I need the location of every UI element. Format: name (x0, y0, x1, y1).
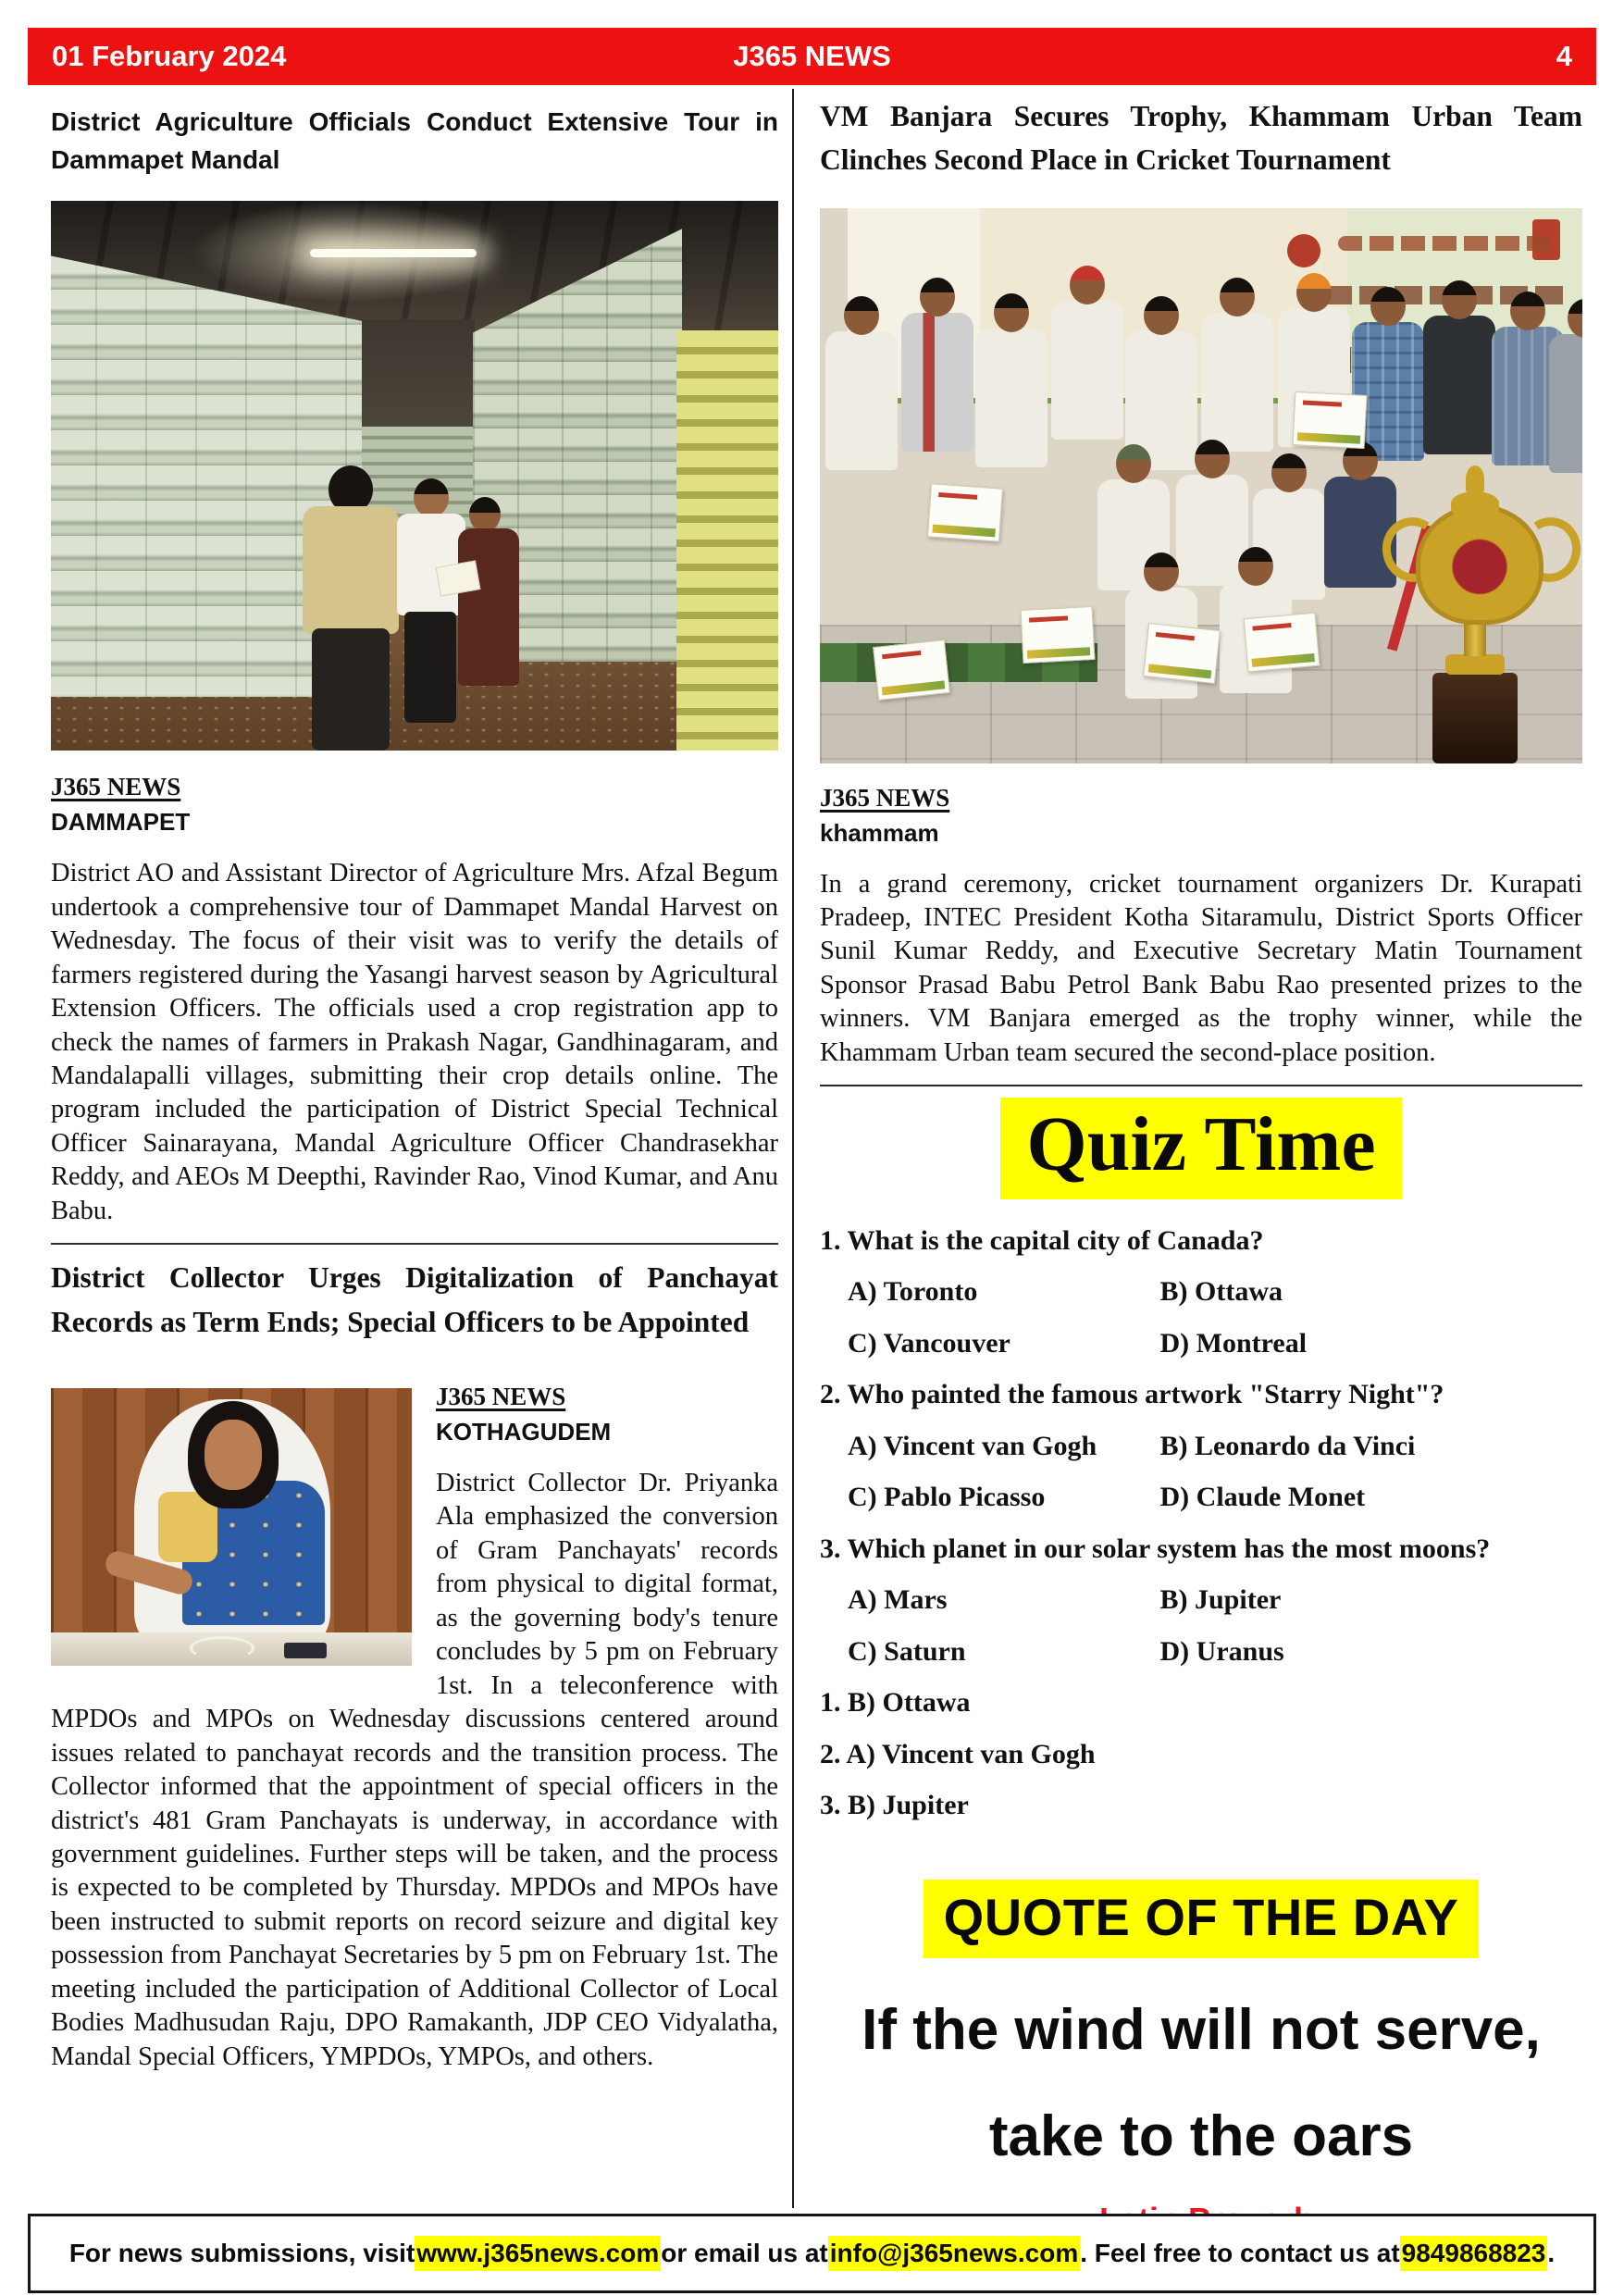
quiz-option: B) Ottawa (1159, 1276, 1283, 1308)
article-title: District Collector Urges Digitalization of Panchayat Records as Term Ends; Special Officers to be Appointed (51, 1261, 778, 1338)
quiz-option: B) Jupiter (1159, 1584, 1282, 1616)
certificate (1244, 612, 1320, 672)
quiz-option: C) Vancouver (848, 1327, 1010, 1359)
masthead-title: J365 NEWS (733, 40, 891, 72)
header-date: 01 February 2024 (52, 40, 287, 72)
article-body: In a grand ceremony, cricket tournament organizers Dr. Kurapati Pradeep, INTEC President Kotha Sitaramulu, District Sports Officer Sunil Kumar Reddy, and Executive Secretary Matin Tournament Sponsor Prasad Babu Petrol Bank Babu Rao presented prizes to the winners. VM Banjara emerged as the trophy winner, while the Khammam Urban team secured the second-place position. (820, 869, 1582, 1067)
quiz-options-row (820, 1584, 1582, 1617)
quiz-options-row (820, 1482, 1582, 1514)
quiz-section (820, 1098, 1582, 1822)
quiz-options-row (820, 1636, 1582, 1669)
trophy-pedestal (1432, 673, 1518, 763)
article-body: District Collector Dr. Priyanka Ala emphasized the conversion of Gram Panchayats' records from physical to digital format, as the governing body's tenure concludes by 5 pm on February 1st. In a teleconference with MPDOs and MPOs on Wednesday discussions centered around issues related to panchayat records and the transition process. The Collector informed that the appointment of special officers in the district's 481 Gram Panchayats is underway, in accordance with government guidelines. Further steps will be taken, and the process is expected to be completed by Thursday. MPDOs and MPOs have been instructed to submit reports on record seizure and digital key possession from Panchayat Secretaries by 5 pm on February 1st. The meeting included the participation of Additional Collector of Local Bodies Madhusudan Raju, DPO Ramakanth, JDP CEO Vidyalatha, Mandal Special Officers, YMPDOs, YMPOs, and others. (51, 1468, 778, 2071)
man-white-trousers (404, 612, 456, 723)
tube-light (310, 249, 477, 257)
quiz-heading: Quiz Time (1000, 1098, 1401, 1199)
quote-text-line2: take to the oars (988, 2104, 1414, 2168)
footer-contact-bar (28, 2214, 1596, 2293)
section-rule (820, 1085, 1582, 1086)
quiz-option: A) Mars (848, 1584, 948, 1616)
article-cricket-tournament (820, 94, 1582, 1070)
column-divider (792, 89, 794, 2208)
article-agriculture-tour (51, 104, 778, 1228)
man-khaki-trousers (312, 628, 390, 751)
quiz-question: 1. What is the capital city of Canada? (820, 1224, 1264, 1256)
sack-stack-yellow (676, 330, 778, 751)
quiz-question: 3. Which planet in our solar system has the most moons? (820, 1533, 1491, 1564)
man-khaki-shirt (303, 506, 399, 634)
quiz-option: D) Uranus (1159, 1635, 1284, 1667)
header-bar (28, 28, 1596, 85)
quiz-option: D) Montreal (1159, 1327, 1308, 1359)
quiz-option: A) Toronto (848, 1276, 978, 1308)
byline-place: khammam (820, 818, 939, 847)
phone-number[interactable]: 9849868823 (1400, 2236, 1548, 2271)
cricket-team-photo (820, 208, 1582, 763)
byline (51, 773, 778, 837)
quiz-answer: 2. A) Vincent van Gogh (820, 1738, 1096, 1769)
article-title: VM Banjara Secures Trophy, Khammam Urban Team Clinches Second Place in Cricket Tournament (820, 100, 1582, 177)
quiz-answer: 3. B) Jupiter (820, 1790, 969, 1821)
trophy-cup (1416, 504, 1543, 625)
warehouse-photo (51, 201, 778, 751)
quote-text-line1: If the wind will not serve, (862, 1997, 1541, 2062)
byline (820, 784, 1582, 848)
byline-source: J365 NEWS (820, 783, 950, 812)
cable (190, 1636, 254, 1660)
quiz-option: C) Pablo Picasso (848, 1482, 1046, 1513)
byline-source: J365 NEWS (436, 1382, 566, 1410)
article-body: District AO and Assistant Director of Agriculture Mrs. Afzal Begum undertook a comprehensive tour of Dammapet Mandal Harvest on Wednesday. The focus of their visit was to verify the details of farmers registered during the Yasangi harvest season by Agricultural Extension Officers. The officials used a crop registration app to check the names of farmers in Prakash Nagar, Gandhinagaram, and Mandalapalli villages, submitting their crop details online. The program included the participation of District Special Technical Officer Sainarayana, Mandal Agriculture Officer Chandrasekhar Reddy, and AEOs M Deepthi, Ravinder Rao, Vinod Kumar, and Anu Babu. (51, 859, 778, 1225)
section-rule (51, 1243, 778, 1245)
article-panchayat-records (51, 1256, 778, 2074)
quiz-answer: 1. B) Ottawa (820, 1687, 971, 1719)
byline-source: J365 NEWS (51, 773, 181, 801)
woman-head (469, 497, 501, 532)
right-column (820, 89, 1582, 2240)
quiz-option: B) Leonardo da Vinci (1159, 1430, 1416, 1461)
quiz-body (820, 1225, 1582, 1822)
article-title: District Agriculture Officials Conduct Extensive Tour in Dammapet Mandal (51, 107, 778, 174)
banner-text-row (1338, 236, 1551, 251)
byline-place: KOTHAGUDEM (436, 1417, 612, 1446)
quiz-options-row (820, 1328, 1582, 1360)
trophy-stem (1464, 619, 1486, 656)
man-white-head (414, 478, 449, 517)
quiz-question: 2. Who painted the famous artwork "Starry Night"? (820, 1379, 1444, 1410)
trophy-finial (1466, 465, 1484, 493)
certificate (1293, 391, 1368, 448)
quiz-heading-row (820, 1098, 1582, 1199)
collector-face (205, 1420, 262, 1490)
trophy-foot (1445, 654, 1505, 675)
quiz-option: D) Claude Monet (1159, 1482, 1366, 1513)
page-number: 4 (1556, 40, 1573, 72)
byline-place: DAMMAPET (51, 808, 191, 837)
banner-logo (1287, 234, 1320, 267)
footer-text: . Feel free to contact us at (1080, 2239, 1400, 2267)
quote-heading: QUOTE OF THE DAY (924, 1880, 1480, 1958)
quote-section (820, 1880, 1582, 2240)
quiz-options-row (820, 1431, 1582, 1463)
website-link[interactable]: www.j365news.com (415, 2236, 661, 2271)
certificate (873, 639, 950, 701)
quiz-option: C) Saturn (848, 1635, 966, 1667)
trophy-lid (1451, 491, 1499, 515)
certificate (1021, 605, 1096, 663)
collector-photo (51, 1388, 412, 1666)
quote-heading-row (820, 1880, 1582, 1958)
email-link[interactable]: info@j365news.com (828, 2236, 1081, 2271)
quiz-option: A) Vincent van Gogh (848, 1430, 1097, 1461)
footer-text: For news submissions, visit (68, 2239, 415, 2267)
certificate (1143, 623, 1221, 684)
gold-trophy (1375, 456, 1569, 763)
left-column (51, 93, 778, 2074)
quiz-options-row (820, 1276, 1582, 1309)
woman-sari (458, 528, 519, 686)
certificate (927, 483, 1003, 541)
article-content (51, 1383, 778, 2074)
phone (284, 1643, 327, 1658)
footer-text: . (1547, 2239, 1556, 2267)
footer-text: or email us at (661, 2239, 828, 2267)
